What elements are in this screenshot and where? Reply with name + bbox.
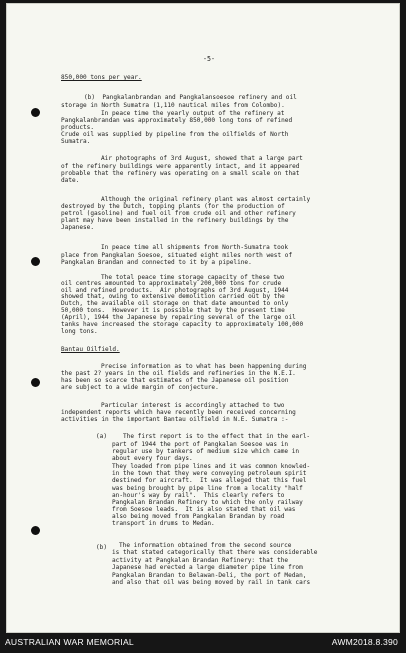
text-line: about every four days. — [112, 455, 193, 462]
text-line: Pangkalanbrandan was approximately 850,000 long tons of refined — [61, 117, 293, 124]
text-line: They loaded from pipe lines and it was common knowled- — [112, 463, 311, 470]
text-line: In peace time all shipments from North-Sumatra took — [101, 244, 289, 251]
text-line: Air photographs of 3rd August, showed that a large part — [101, 155, 303, 162]
text-line: was being brought by pipe line from a locality "half — [112, 485, 303, 492]
text-line: independent reports which have recently been received concerning — [61, 409, 296, 416]
page-number: -5- — [203, 55, 215, 63]
text-line: (April), 1944 the Japanese by repairing several of the large oil — [61, 314, 296, 321]
text-line: Bantau Oilfield. — [61, 346, 120, 353]
text-line: activities in the important Bantau oilfield in N.E. Sumatra :- — [61, 416, 289, 423]
text-line: Precise information as to what has been happening during — [101, 363, 307, 370]
text-line: (b) Pangkalanbrandan and Pangkalansoesoe refinery and oil — [84, 94, 297, 101]
text-line: Although the original refinery plant was almost certainly — [101, 196, 311, 203]
text-line: in the town that they were conveying petroleum spirit — [112, 470, 307, 477]
text-line: The information obtained from the second source — [119, 542, 292, 549]
text-line: Pangkalan Brandan to Belawan-Deli, the port of Medan, — [112, 572, 307, 579]
archive-footer — [0, 633, 406, 653]
text-line: oil centres amounted to approximately 200,000 tons for crude — [61, 280, 282, 287]
text-line: plant may have been installed in the refinery buildings by the — [61, 217, 289, 224]
text-line: probable that the refinery was operating on a small scale on that — [61, 170, 300, 177]
document-page — [6, 3, 400, 633]
text-line: 850,000 tons per year. — [61, 74, 142, 81]
text-line: storage in North Sumatra (1,110 nautical miles from Colombo). — [61, 102, 285, 109]
text-line: an-hour's way by rail". This clearly refers to — [112, 492, 285, 499]
punch-hole-4 — [31, 526, 40, 535]
text-line: date. — [61, 177, 80, 184]
text-line: Crude oil was supplied by pipeline from the oilfields of North — [61, 131, 289, 138]
text-line: are subject to a wide margin of conjecture. — [61, 384, 219, 391]
text-line: Dutch, the available oil storage on that date amounted to only — [61, 300, 289, 307]
text-line: (b) — [96, 544, 108, 551]
text-line: place from Pangkalan Soesoe, situated eight miles north west of — [61, 252, 293, 259]
text-line: destined for aircraft. It was alleged that this fuel — [112, 477, 307, 484]
text-line: long tons. — [61, 328, 98, 335]
text-line: is that stated categorically that there was considerable — [112, 549, 318, 556]
text-line: has been so scarce that estimates of the Japanese oil position — [61, 377, 289, 384]
footer-institution: AUSTRALIAN WAR MEMORIAL — [5, 637, 134, 647]
text-line: and also that oil was being moved by rail in tank cars — [112, 579, 311, 586]
text-line: part of 1944 the port of Pangkalan Soesoe was in — [112, 441, 289, 448]
text-line: tanks have increased the storage capacity to approximately 100,000 — [61, 321, 304, 328]
text-line: oil and refined products. Air photographs of 3rd August, 1944 — [61, 287, 289, 294]
text-line: 50,000 tons. However it is possible that by the present time — [61, 307, 285, 314]
punch-hole-2 — [31, 257, 40, 266]
text-line: showed that, owing to extensive demolition carried out by the — [61, 293, 285, 300]
text-line: Sumatra. — [61, 138, 91, 145]
text-line: The total peace time storage capacity of these two — [101, 274, 285, 281]
text-line: Japanese had erected a large diameter pipe line from — [112, 564, 303, 571]
punch-hole-3 — [31, 378, 40, 387]
text-line: Pangkalan Brandan Refinery to which the only railway — [112, 499, 303, 506]
text-line: products. — [61, 124, 95, 131]
text-line: of the refinery buildings were apparently intact, and it appeared — [61, 163, 300, 170]
text-line: Particular interest is accordingly attached to two — [101, 402, 285, 409]
footer-accession-number: AWM2018.8.390 — [331, 637, 398, 647]
text-line: regular use by tankers of medium size which came in — [112, 448, 300, 455]
text-line: (a) — [96, 433, 108, 440]
text-line: Japanese. — [61, 224, 95, 231]
punch-hole-1 — [31, 108, 40, 117]
text-line: Pangkalan Brandan and connected to it by a pipeline. — [61, 259, 252, 266]
text-line: petrol (gasoline) and fuel oil from crude oil and other refinery — [61, 210, 296, 217]
text-line: destroyed by the Dutch, topping plants (for the production of — [61, 203, 285, 210]
text-line: In peace time the yearly output of the refinery at — [101, 110, 285, 117]
text-line: also being moved from Pangkalan Brandan by road — [112, 513, 285, 520]
text-line: The first report is to the effect that in the earl- — [123, 433, 311, 440]
text-line: activity at Pangkalan Brandan Refinery: that the — [112, 557, 289, 564]
text-line: transport in drums to Medan. — [112, 520, 215, 527]
text-line: the past 2? years in the oil fields and refineries in the N.E.I. — [61, 370, 296, 377]
text-line: from Soesoe leads. It is also stated that oil was — [112, 506, 296, 513]
